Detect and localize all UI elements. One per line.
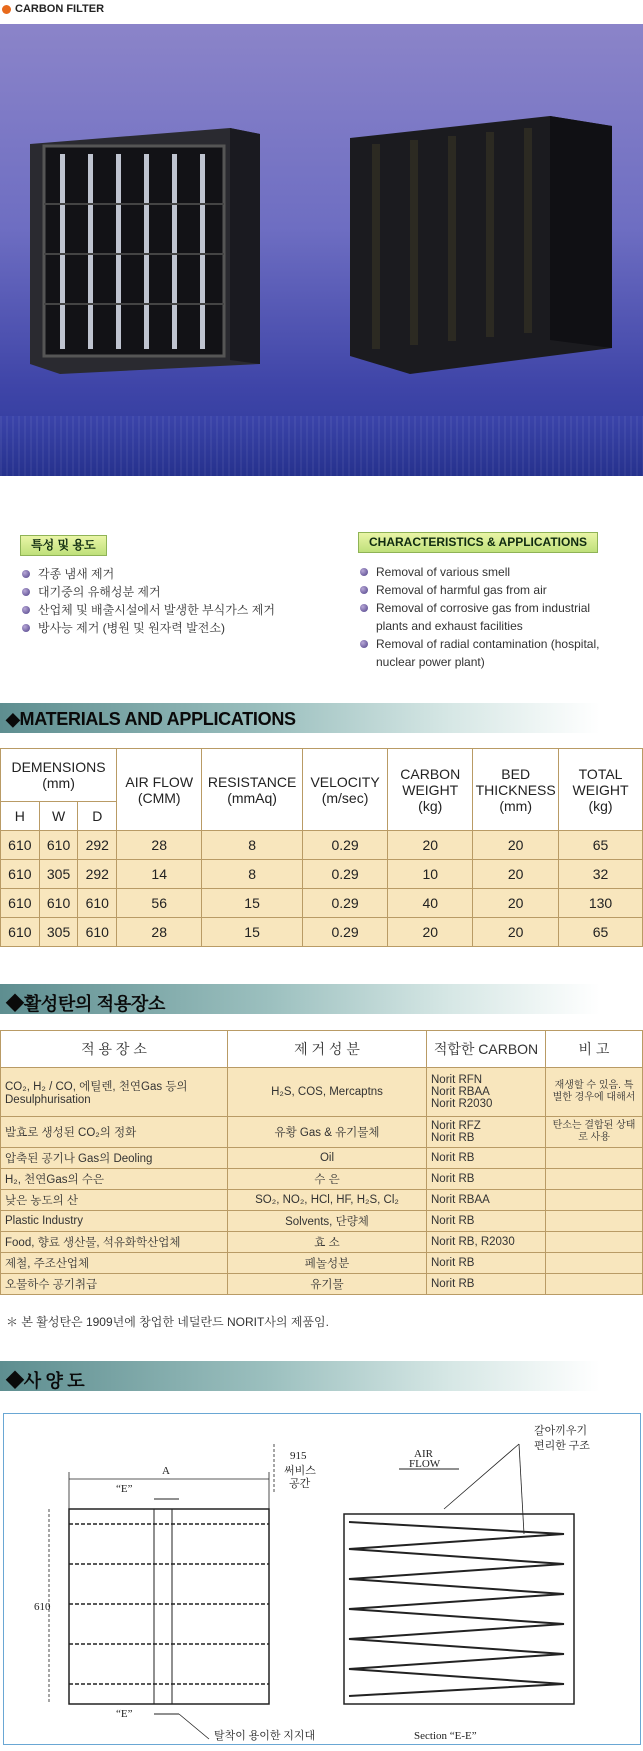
table-cell: 15 — [202, 918, 303, 947]
list-item: Removal of radial contamination (hospital, nuclear power plant) — [358, 635, 613, 671]
component-cell: 유황 Gas & 유기물체 — [228, 1117, 427, 1148]
carbon-header: 적합한 CARBON — [427, 1031, 546, 1068]
table-cell: 610 — [39, 889, 78, 918]
table-row — [1, 860, 643, 889]
table-cell: 305 — [39, 860, 78, 889]
table-cell: 20 — [473, 889, 559, 918]
component-header: 제 거 성 분 — [228, 1031, 427, 1068]
note-cell — [546, 1232, 643, 1253]
applications-section-title: ◆활성탄의 적용장소 — [6, 994, 166, 1014]
service-label: 써비스 — [284, 1465, 316, 1477]
page-header — [0, 0, 104, 18]
product-photo — [0, 24, 643, 476]
english-characteristics-badge: CHARACTERISTICS & APPLICATIONS — [358, 532, 598, 553]
dim-a-label: A — [162, 1465, 170, 1477]
replace-leader-line — [444, 1444, 519, 1509]
table-cell: 14 — [117, 860, 202, 889]
v-bank-filter-image-front — [30, 124, 288, 374]
table-row — [1, 1190, 643, 1211]
applications-section-bar — [0, 984, 600, 1014]
table-cell: 8 — [202, 831, 303, 860]
component-cell: Solvents, 단량체 — [228, 1211, 427, 1232]
table-cell: 610 — [1, 918, 40, 947]
table-cell: 0.29 — [302, 918, 387, 947]
carbon-cell: Norit RBAA — [427, 1190, 546, 1211]
component-cell: SO₂, NO₂, HCl, HF, H₂S, Cl₂ — [228, 1190, 427, 1211]
d-header: D — [78, 802, 117, 831]
resistance-header: RESISTANCE (mmAq) — [202, 749, 303, 831]
table-row — [1, 1068, 643, 1117]
table-cell: 610 — [1, 860, 40, 889]
table-cell: 305 — [39, 918, 78, 947]
footnote: ＊ 본 활성탄은 1909년에 창업한 네덜란드 NORIT사의 제품임. — [6, 1315, 329, 1329]
replace-leader-line — [519, 1444, 524, 1534]
front-view-supports — [69, 1524, 269, 1684]
table-cell: 8 — [202, 860, 303, 889]
table-cell: 610 — [1, 889, 40, 918]
korean-characteristics-badge: 특성 및 용도 — [20, 535, 107, 556]
note-cell: 탄소는 결합된 상태로 사용 — [546, 1117, 643, 1148]
component-cell: H₂S, COS, Mercaptns — [228, 1068, 427, 1117]
table-cell: 0.29 — [302, 831, 387, 860]
carbon-cell: Norit RB — [427, 1211, 546, 1232]
replace-label-1: 갈아끼우기 — [534, 1425, 588, 1437]
place-cell: 오물하수 공기취급 — [1, 1274, 228, 1295]
table-cell: 20 — [473, 860, 559, 889]
carbon-cell: Norit RFN Norit RBAA Norit R2030 — [427, 1068, 546, 1117]
table-cell: 28 — [117, 918, 202, 947]
gap-label: 915 — [290, 1450, 307, 1462]
list-item: Removal of corrosive gas from industrial plants and exhaust facilities — [358, 599, 613, 635]
table-row — [1, 1169, 643, 1190]
table-cell: 20 — [473, 831, 559, 860]
table-cell: 65 — [559, 918, 643, 947]
component-cell: Oil — [228, 1148, 427, 1169]
place-cell: H₂, 천연Gas의 수은 — [1, 1169, 228, 1190]
table-cell: 0.29 — [302, 860, 387, 889]
bullet-dot-icon — [2, 5, 11, 14]
table-cell: 292 — [78, 860, 117, 889]
airflow-label-2: FLOW — [409, 1458, 441, 1470]
materials-section-title: ◆MATERIALS AND APPLICATIONS — [6, 709, 296, 729]
place-cell: 제철, 주조산업체 — [1, 1253, 228, 1274]
table-row — [1, 1232, 643, 1253]
table-row — [1, 831, 643, 860]
note-cell — [546, 1190, 643, 1211]
total-weight-header: TOTAL WEIGHT (kg) — [559, 749, 643, 831]
support-label: 탈착이 용이한 지지대 — [214, 1730, 316, 1742]
table-cell: 32 — [559, 860, 643, 889]
note-cell: 재생할 수 있음. 특별한 경우에 대해서 — [546, 1068, 643, 1117]
place-cell: CO₂, H₂ / CO, 에틸렌, 천연Gas 등의 Desulphurisation — [1, 1068, 228, 1117]
height-label: 610 — [34, 1601, 51, 1613]
spec-drawing-svg — [4, 1414, 640, 1744]
materials-table — [0, 748, 643, 947]
note-cell — [546, 1211, 643, 1232]
table-cell: 15 — [202, 889, 303, 918]
table-cell: 20 — [473, 918, 559, 947]
list-item: 대기중의 유해성분 제거 — [20, 583, 275, 601]
place-cell: 낮은 농도의 산 — [1, 1190, 228, 1211]
spec-drawing — [3, 1413, 641, 1745]
space-label: 공간 — [289, 1478, 311, 1490]
list-item: 방사능 제거 (병원 및 원자력 발전소) — [20, 619, 275, 637]
note-cell — [546, 1253, 643, 1274]
dimensions-header: DEMENSIONS (mm) — [1, 749, 117, 802]
table-cell: 610 — [78, 889, 117, 918]
carbon-cell: Norit RB, R2030 — [427, 1232, 546, 1253]
english-characteristics-list — [358, 563, 613, 671]
table-row — [1, 1117, 643, 1148]
section-e-bottom-label: “E” — [116, 1708, 133, 1720]
table-row — [1, 1148, 643, 1169]
list-item: Removal of harmful gas from air — [358, 581, 613, 599]
note-header: 비 고 — [546, 1031, 643, 1068]
table-cell: 20 — [388, 918, 473, 947]
list-item: 각종 냄새 제거 — [20, 565, 275, 583]
carbon-cell: Norit RB — [427, 1274, 546, 1295]
place-cell: 압축된 공기나 Gas의 Deoling — [1, 1148, 228, 1169]
section-e-top-label: “E” — [116, 1483, 133, 1495]
carbon-cell: Norit RB — [427, 1253, 546, 1274]
component-cell: 수 은 — [228, 1169, 427, 1190]
airflow-label-1: AIR — [414, 1448, 433, 1460]
spec-section-bar — [0, 1361, 600, 1391]
table-cell: 130 — [559, 889, 643, 918]
table-cell: 610 — [1, 831, 40, 860]
front-view-frame — [69, 1509, 269, 1704]
korean-characteristics-list — [20, 565, 275, 637]
note-cell — [546, 1274, 643, 1295]
h-header: H — [1, 802, 40, 831]
carbon-cell: Norit RB — [427, 1148, 546, 1169]
v-bank-filter-image-angle — [350, 116, 612, 374]
spec-section-title: ◆사 양 도 — [6, 1371, 85, 1391]
table-cell: 0.29 — [302, 889, 387, 918]
table-cell: 65 — [559, 831, 643, 860]
section-view-frame — [344, 1514, 574, 1704]
table-cell: 10 — [388, 860, 473, 889]
support-leader-line — [179, 1714, 209, 1739]
table-cell: 20 — [388, 831, 473, 860]
place-cell: 발효로 생성된 CO₂의 정화 — [1, 1117, 228, 1148]
component-cell: 유기물 — [228, 1274, 427, 1295]
applications-table — [0, 1030, 643, 1295]
carbon-weight-header: CARBON WEIGHT (kg) — [388, 749, 473, 831]
table-row — [1, 1253, 643, 1274]
table-cell: 28 — [117, 831, 202, 860]
page-title: CARBON FILTER — [15, 3, 105, 15]
photo-floor — [0, 416, 643, 476]
note-cell — [546, 1148, 643, 1169]
place-cell: Food, 향료 생산물, 석유화학산업체 — [1, 1232, 228, 1253]
airflow-header: AIR FLOW (CMM) — [117, 749, 202, 831]
table-row — [1, 1274, 643, 1295]
component-cell: 효 소 — [228, 1232, 427, 1253]
table-cell: 56 — [117, 889, 202, 918]
v-bank-zigzag — [349, 1522, 564, 1696]
table-row — [1, 918, 643, 947]
replace-label-2: 편리한 구조 — [534, 1440, 590, 1452]
w-header: W — [39, 802, 78, 831]
table-cell: 292 — [78, 831, 117, 860]
table-cell: 610 — [39, 831, 78, 860]
carbon-cell: Norit RB — [427, 1169, 546, 1190]
component-cell: 페놀성분 — [228, 1253, 427, 1274]
bed-thickness-header: BED THICKNESS (mm) — [473, 749, 559, 831]
section-label: Section “E-E” — [414, 1730, 477, 1742]
table-cell: 610 — [78, 918, 117, 947]
list-item: Removal of various smell — [358, 563, 613, 581]
place-header: 적 용 장 소 — [1, 1031, 228, 1068]
table-row — [1, 889, 643, 918]
table-row — [1, 1211, 643, 1232]
place-cell: Plastic Industry — [1, 1211, 228, 1232]
materials-section-bar — [0, 703, 600, 733]
velocity-header: VELOCITY (m/sec) — [302, 749, 387, 831]
carbon-cell: Norit RFZ Norit RB — [427, 1117, 546, 1148]
table-cell: 40 — [388, 889, 473, 918]
list-item: 산업체 및 배출시설에서 발생한 부식가스 제거 — [20, 601, 275, 619]
note-cell — [546, 1169, 643, 1190]
